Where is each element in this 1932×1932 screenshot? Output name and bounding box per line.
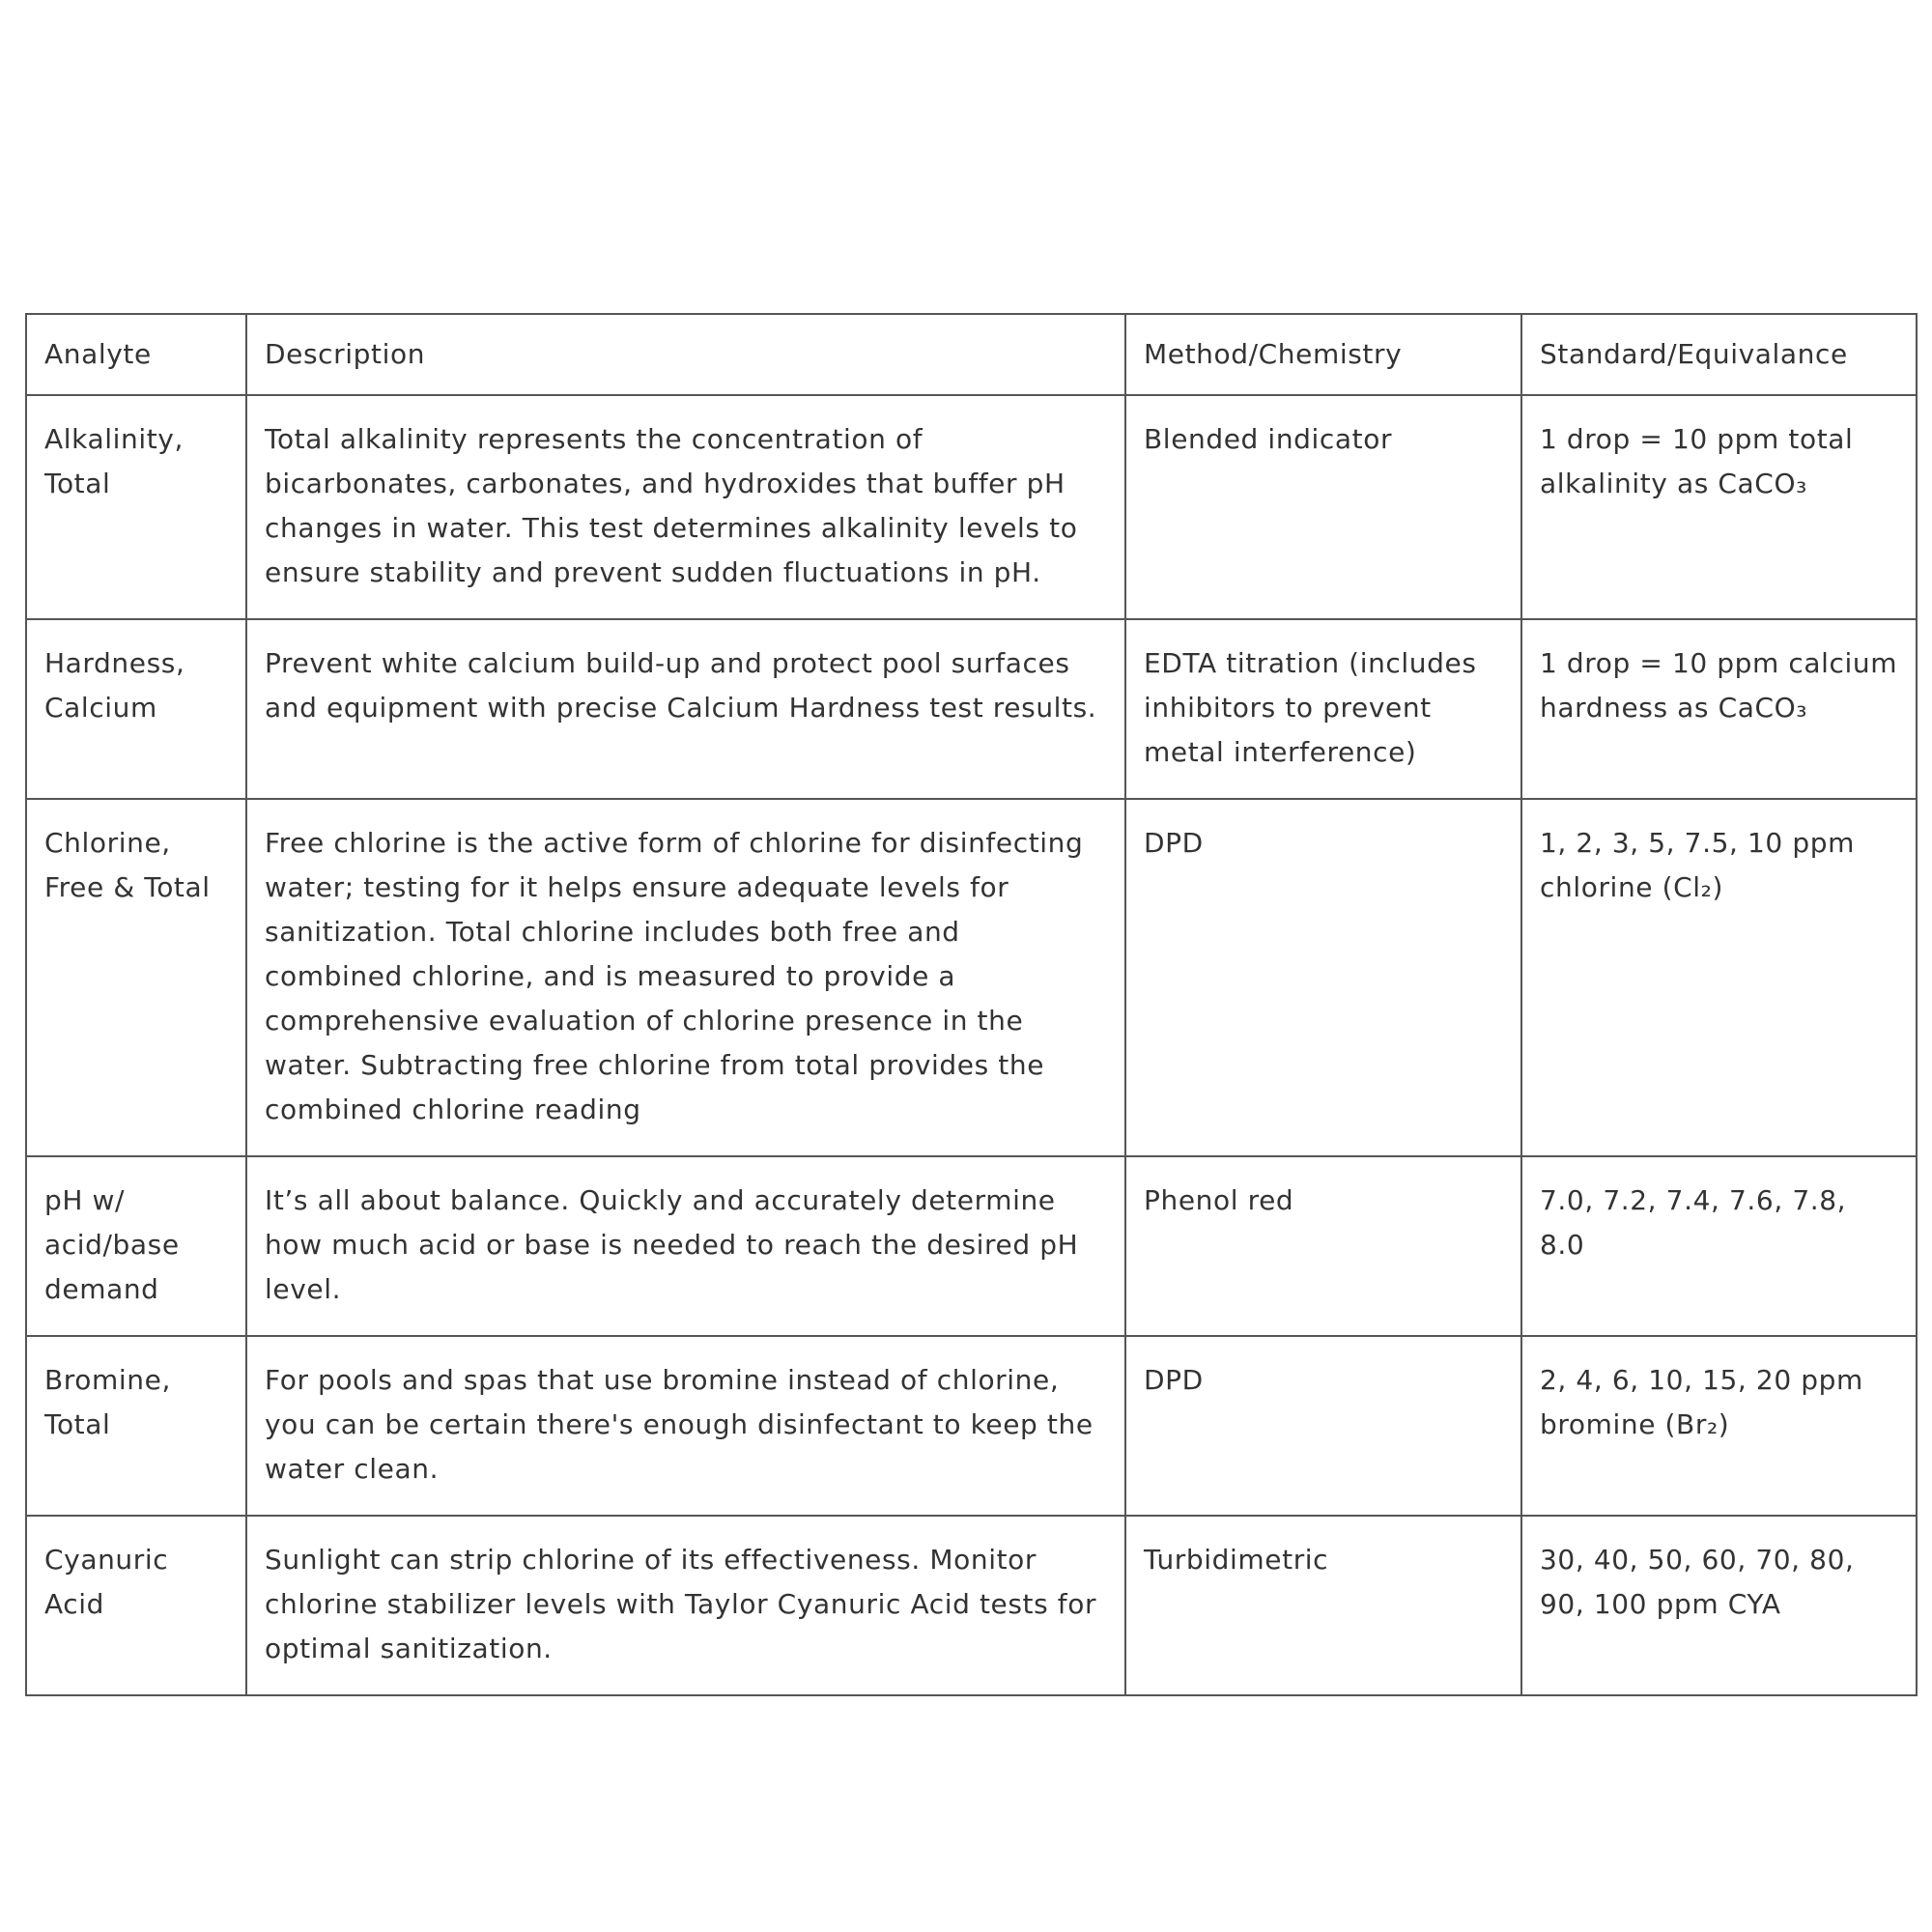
cell-method: DPD xyxy=(1125,1336,1521,1516)
cell-method: Phenol red xyxy=(1125,1156,1521,1336)
header-method-chemistry: Method/Chemistry xyxy=(1125,314,1521,395)
cell-standard: 1, 2, 3, 5, 7.5, 10 ppm chlorine (Cl₂) xyxy=(1521,799,1917,1156)
header-description: Description xyxy=(246,314,1125,395)
table-header-row xyxy=(26,314,1917,395)
table-row xyxy=(26,395,1917,619)
cell-description: Prevent white calcium build-up and protect pool surfaces and equipment with precise Calcium Hardness test results. xyxy=(246,619,1125,799)
cell-standard: 1 drop = 10 ppm total alkalinity as CaCO₃ xyxy=(1521,395,1917,619)
table-row xyxy=(26,619,1917,799)
table-row xyxy=(26,1516,1917,1695)
cell-description: For pools and spas that use bromine instead of chlorine, you can be certain there's enough disinfectant to keep the water clean. xyxy=(246,1336,1125,1516)
cell-analyte: Cyanuric Acid xyxy=(26,1516,246,1695)
cell-standard: 7.0, 7.2, 7.4, 7.6, 7.8, 8.0 xyxy=(1521,1156,1917,1336)
header-analyte: Analyte xyxy=(26,314,246,395)
cell-method: Blended indicator xyxy=(1125,395,1521,619)
cell-description: It’s all about balance. Quickly and accurately determine how much acid or base is needed to reach the desired pH level. xyxy=(246,1156,1125,1336)
table-row xyxy=(26,799,1917,1156)
cell-standard: 30, 40, 50, 60, 70, 80, 90, 100 ppm CYA xyxy=(1521,1516,1917,1695)
cell-analyte: Chlorine, Free & Total xyxy=(26,799,246,1156)
header-standard-equivalance: Standard/Equivalance xyxy=(1521,314,1917,395)
cell-method: DPD xyxy=(1125,799,1521,1156)
cell-analyte: pH w/ acid/base demand xyxy=(26,1156,246,1336)
cell-description: Total alkalinity represents the concentration of bicarbonates, carbonates, and hydroxides that buffer pH changes in water. This test determines alkalinity levels to ensure stability and prevent sudden fluctuations in pH. xyxy=(246,395,1125,619)
table-row xyxy=(26,1336,1917,1516)
cell-analyte: Bromine, Total xyxy=(26,1336,246,1516)
analyte-table xyxy=(25,313,1918,1696)
table-row xyxy=(26,1156,1917,1336)
cell-standard: 1 drop = 10 ppm calcium hardness as CaCO₃ xyxy=(1521,619,1917,799)
cell-method: Turbidimetric xyxy=(1125,1516,1521,1695)
analyte-table-container xyxy=(25,313,1916,1696)
cell-method: EDTA titration (includes inhibitors to prevent metal interference) xyxy=(1125,619,1521,799)
cell-standard: 2, 4, 6, 10, 15, 20 ppm bromine (Br₂) xyxy=(1521,1336,1917,1516)
cell-description: Sunlight can strip chlorine of its effectiveness. Monitor chlorine stabilizer levels with Taylor Cyanuric Acid tests for optimal sanitization. xyxy=(246,1516,1125,1695)
cell-analyte: Hardness, Calcium xyxy=(26,619,246,799)
cell-description: Free chlorine is the active form of chlorine for disinfecting water; testing for it helps ensure adequate levels for sanitization. Total chlorine includes both free and combined chlorine, and is measured to provide a comprehensive evaluation of chlorine presence in the water. Subtracting free chlorine from total provides the combined chlorine reading xyxy=(246,799,1125,1156)
cell-analyte: Alkalinity, Total xyxy=(26,395,246,619)
